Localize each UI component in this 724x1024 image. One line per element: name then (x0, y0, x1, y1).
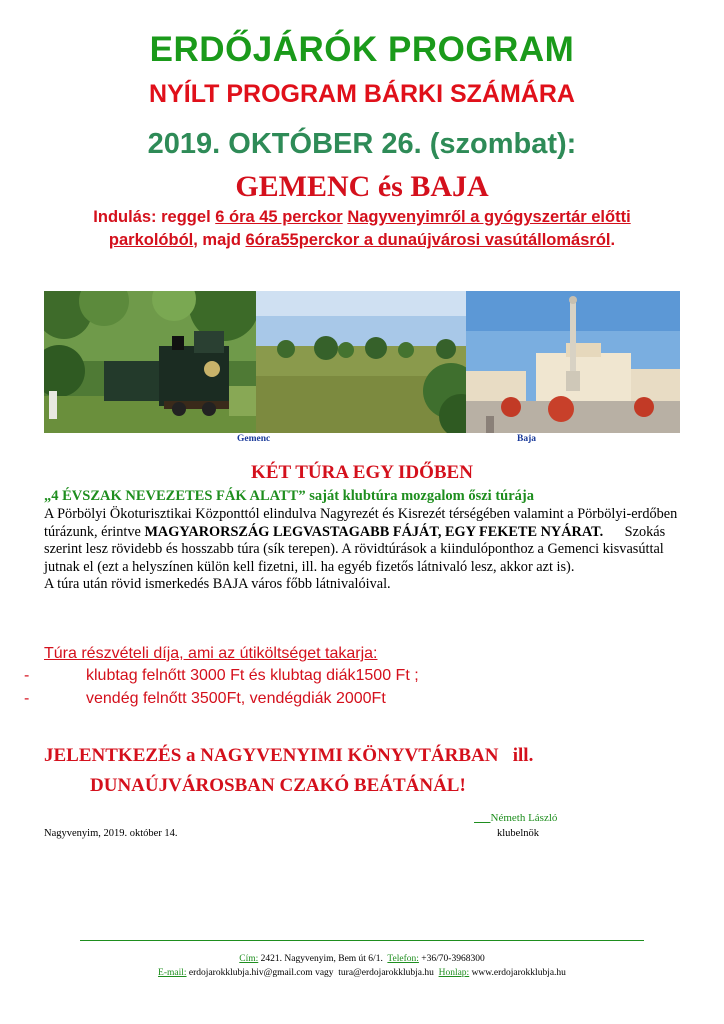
footer-contact-line: Cím: 2421. Nagyvenyim, Bem út 6/1. Telefon: +36/70-3968300 (239, 954, 485, 964)
signature-role: klubelnök (497, 828, 539, 839)
departure-time-2: 6óra55perckor a dunaújvárosi vasútállomásról (245, 231, 611, 249)
photo-gemenc-meadow (256, 291, 466, 433)
tour-description: A Pörbölyi Ökoturisztikai Központtól elindulva Nagyrezét és Kisrezét térségében valamint a Pörbölyi-erdőben túrázunk, érintve MAGYARORSZÁG LEGVASTAGABB FÁJÁT, EGY FEKETE NYÁRAT. Szokás szerint lesz rövidebb és hosszabb túra (sík terepen). A rövidtúrások a kiindulóponthoz a Gemenci kisvasúttal jutnak el (ezt a helyszínen külön kell fizetni, ill. ha egyéb fizetős látnivaló lesz, akkor azt is). A túra után rövid ismerkedés BAJA város főbb látnivalóival. (44, 506, 678, 593)
departure-line-2: parkolóból, majd 6óra55perckor a dunaújvárosi vasútállomásról. (108, 231, 616, 249)
fee-item: - klubtag felnőtt 3000 Ft és klubtag diák1500 Ft ; (24, 667, 419, 684)
fee-heading: Túra részvételi díja, ami az útiköltséget takarja: (44, 645, 378, 662)
tour-heading: KÉT TÚRA EGY IDŐBEN (251, 462, 473, 483)
departure-time-1: 6 óra 45 perckor (215, 208, 343, 226)
fee-item: - vendég felnőtt 3500Ft, vendégdiák 2000Ft (24, 690, 386, 707)
event-date: 2019. OKTÓBER 26. (szombat): (147, 128, 577, 160)
departure-intro: Indulás: reggel (93, 208, 216, 226)
footer-online-line: E-mail: erdojarokklubja.hiv@gmail.com vagy tura@erdojarokklubja.hu Honlap: www.erdojarokklubja.hu (158, 968, 566, 978)
footer-address: 2421. Nagyvenyim, Bem út 6/1. (258, 954, 388, 964)
tour-baja-note: A túra után rövid ismerkedés BAJA város főbb látnivalóival. (44, 576, 391, 593)
departure-place-1: Nagyvenyimről a gyógyszertár előtti (347, 208, 631, 226)
footer-website: www.erdojarokklubja.hu (469, 968, 566, 978)
photo-caption-gemenc: Gemenc (237, 434, 271, 444)
event-destination: GEMENC és BAJA (235, 170, 489, 203)
footer-emails: erdojarokklubja.hiv@gmail.com vagy tura@erdojarokklubja.hu (186, 968, 439, 978)
footer-divider (80, 940, 644, 941)
departure-place-1-cont: parkolóból (108, 231, 194, 249)
tour-subtitle-quote: „4 ÉVSZAK NEVEZETES FÁK ALATT” (44, 488, 306, 504)
photo-gemenc-train (44, 291, 256, 433)
tour-subtitle-rest: saját klubtúra mozgalom őszi túrája (305, 488, 534, 504)
page-title: ERDŐJÁRÓK PROGRAM (149, 30, 575, 69)
footer-phone: +36/70-3968300 (418, 954, 485, 964)
tour-highlight: MAGYARORSZÁG LEGVASTAGABB FÁJÁT, EGY FEKETE NYÁRAT. (144, 523, 604, 540)
departure-line-1 (0, 208, 724, 227)
signature-name: Németh László (490, 812, 558, 824)
tour-subtitle (44, 488, 534, 505)
registration-line-1: JELENTKEZÉS a NAGYVENYIMI KÖNYVTÁRBAN ill. (44, 745, 534, 766)
page-subtitle: NYÍLT PROGRAM BÁRKI SZÁMÁRA (149, 80, 575, 108)
photo-baja-square (466, 291, 680, 433)
photo-caption-baja: Baja (517, 434, 536, 444)
registration-line-2: DUNAÚJVÁROSBAN CZAKÓ BEÁTÁNÁL! (90, 775, 466, 796)
place-date: Nagyvenyim, 2019. október 14. (44, 828, 178, 839)
